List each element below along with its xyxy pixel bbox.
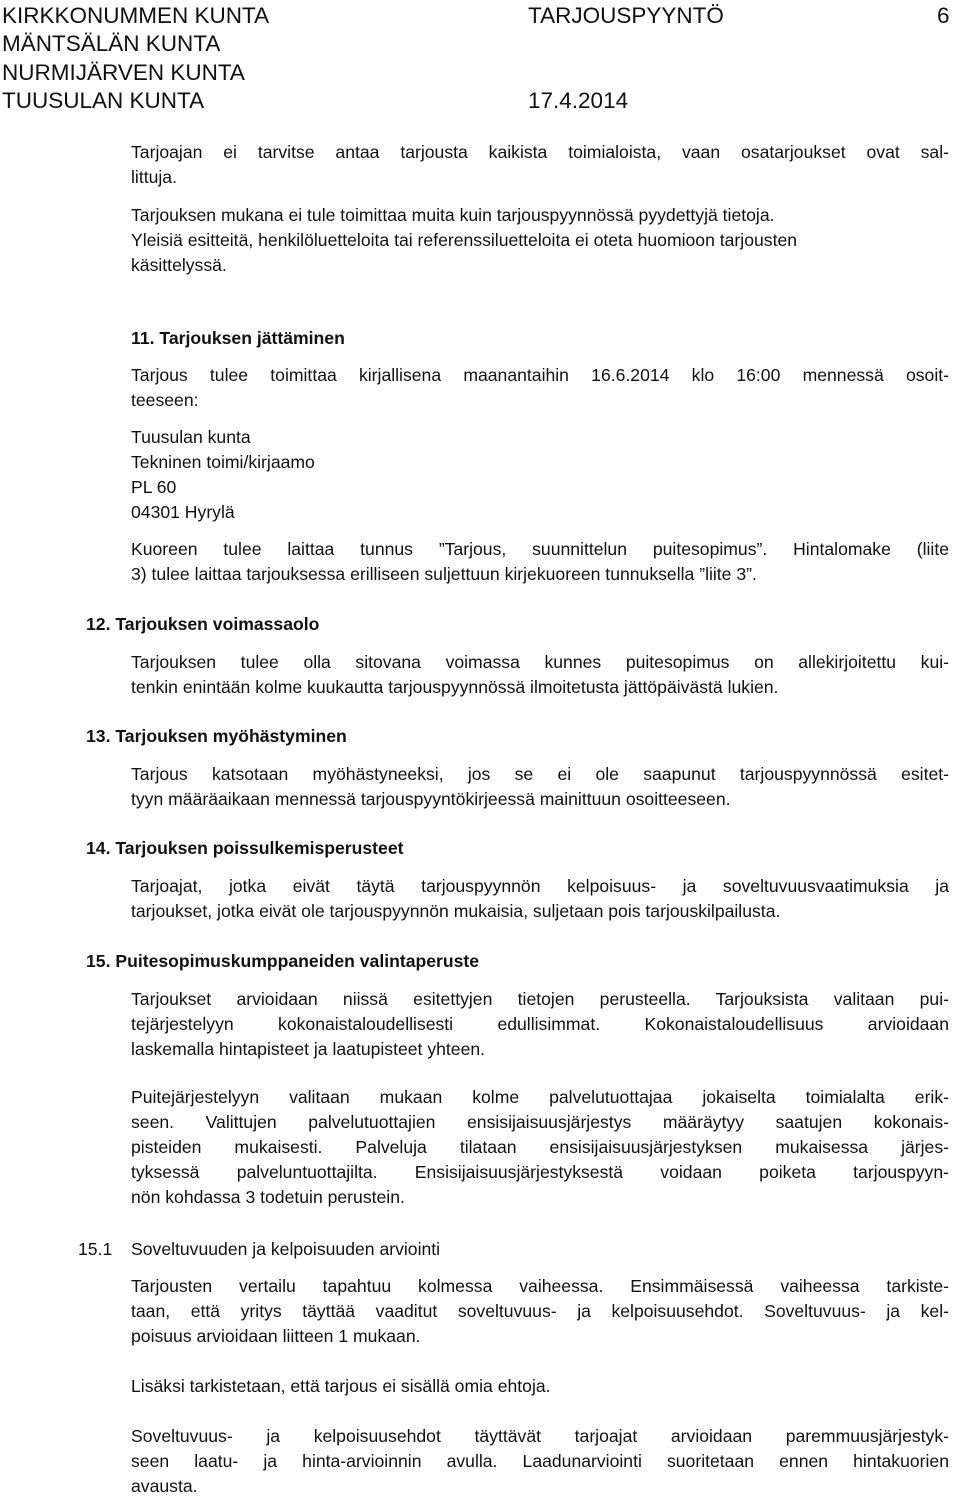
text-line: Yleisiä esitteitä, henkilöluetteloita tai referenssiluetteloita ei oteta huomioon tarjousten	[131, 230, 798, 250]
address-line: Tuusulan kunta	[131, 427, 251, 447]
intro-paragraph-1	[131, 140, 949, 190]
section-heading-12	[86, 612, 319, 637]
section-heading-13	[86, 724, 347, 749]
section-title: Tarjouksen voimassaolo	[115, 614, 320, 634]
text-line: Kuoreen tulee laittaa tunnus ”Tarjous, suunnittelun puitesopimus”. Hintalomake (liite	[131, 539, 949, 559]
text-line: Puitejärjestelyyn valitaan mukaan kolme palvelutuottajaa jokaiselta toimialalta erik-	[131, 1087, 949, 1107]
header-row-2	[0, 30, 960, 58]
text-line: Tarjouksen mukana ei tule toimittaa muita kuin tarjouspyynnössä pyydettyjä tietoja.	[131, 205, 775, 225]
address-line: PL 60	[131, 477, 177, 497]
subsection-number: 15.1	[78, 1239, 113, 1259]
municipality-name: NURMIJÄRVEN KUNTA	[2, 59, 245, 85]
text-line: Tarjous katsotaan myöhästyneeksi, jos se ei ole saapunut tarjouspyynnössä esitet-	[131, 764, 949, 784]
section-15-1-paragraph-3	[131, 1424, 949, 1499]
text-line: pisteiden mukaisesti. Palveluja tilataan ensisijaisuusjärjestyksen mukaisessa järjes-	[131, 1137, 949, 1157]
text-line: seen laatu- ja hinta-arvioinnin avulla. Laadunarviointi suoritetaan ennen hintakuorien	[131, 1451, 949, 1471]
text-line: teeseen:	[131, 390, 199, 410]
delivery-address	[131, 425, 315, 525]
subsection-title: Soveltuvuuden ja kelpoisuuden arviointi	[131, 1239, 441, 1259]
text-line: Tarjoajan ei tarvitse antaa tarjousta kaikista toimialoista, vaan osatarjoukset ovat sal-	[131, 142, 949, 162]
text-line: Soveltuvuus- ja kelpoisuusehdot täyttävät tarjoajat arvioidaan paremmuusjärjestyk-	[131, 1426, 949, 1446]
text-line: tyksessä palveluntuottajilta. Ensisijaisuusjärjestyksestä voidaan poiketa tarjouspyyn-	[131, 1162, 949, 1182]
section-15-1-paragraph-2	[131, 1374, 949, 1399]
section-title: Tarjouksen poissulkemisperusteet	[115, 838, 404, 858]
header-row-3	[0, 59, 960, 87]
text-line: Tarjoukset arvioidaan niissä esitettyjen tietojen perusteella. Tarjouksista valitaan pui-	[131, 989, 949, 1009]
section-15-1-paragraph-1	[131, 1274, 949, 1349]
text-line: Tarjousten vertailu tapahtuu kolmessa vaiheessa. Ensimmäisessä vaiheessa tarkiste-	[131, 1276, 949, 1296]
section-15-paragraph-1	[131, 987, 949, 1062]
section-title: Puitesopimuskumppaneiden valintaperuste	[115, 951, 480, 971]
municipality-name: KIRKKONUMMEN KUNTA	[2, 3, 270, 28]
section-heading-14	[86, 836, 403, 861]
text-line: poisuus arvioidaan liitteen 1 mukaan.	[131, 1326, 421, 1346]
text-line: Tarjous tulee toimittaa kirjallisena maanantaihin 16.6.2014 klo 16:00 mennessä osoit-	[131, 365, 949, 385]
page-number: 6	[937, 3, 950, 28]
section-heading-11	[131, 326, 345, 351]
text-line: Lisäksi tarkistetaan, että tarjous ei sisällä omia ehtoja.	[131, 1376, 551, 1396]
section-number: 14.	[86, 838, 111, 858]
section-13-paragraph-1	[131, 762, 949, 812]
section-title: Tarjouksen myöhästyminen	[115, 726, 347, 746]
text-line: littuja.	[131, 167, 177, 187]
section-15-paragraph-2	[131, 1085, 949, 1210]
text-line: seen. Valittujen palvelutuottajien ensisijaisuusjärjestys määräytyy saatujen kokonais-	[131, 1112, 949, 1132]
page-header	[0, 2, 960, 115]
text-line: taan, että yritys täyttää vaaditut soveltuvuus- ja kelpoisuusehdot. Soveltuvuus- ja kel-	[131, 1301, 949, 1321]
text-line: Tarjoajat, jotka eivät täytä tarjouspyynnön kelpoisuus- ja soveltuvuusvaatimuksia ja	[131, 876, 949, 896]
intro-paragraph-2	[131, 203, 949, 278]
text-line: käsittelyssä.	[131, 255, 227, 275]
section-12-paragraph-1	[131, 650, 949, 700]
text-line: tyyn määräaikaan mennessä tarjouspyyntökirjeessä mainittuun osoitteeseen.	[131, 789, 731, 809]
section-heading-15	[86, 949, 479, 974]
section-number: 11.	[131, 328, 155, 348]
section-number: 15.	[86, 951, 111, 971]
section-title: Tarjouksen jättäminen	[159, 328, 345, 348]
header-row-4	[0, 87, 960, 115]
text-line: nön kohdassa 3 todetuin perustein.	[131, 1187, 405, 1207]
text-line: tenkin enintään kolme kuukautta tarjouspyynnössä ilmoitetusta jättöpäivästä lukien.	[131, 677, 779, 697]
text-line: avausta.	[131, 1476, 198, 1496]
header-row-1	[0, 2, 960, 30]
document-date: 17.4.2014	[528, 87, 629, 113]
text-line: Tarjouksen tulee olla sitovana voimassa kunnes puitesopimus on allekirjoitettu kui-	[131, 652, 949, 672]
municipality-name: TUUSULAN KUNTA	[2, 87, 205, 113]
text-line: 3) tulee laittaa tarjouksessa erilliseen suljettuun kirjekuoreen tunnuksella ”liite 3”.	[131, 564, 757, 584]
text-line: tejärjestelyyn kokonaistaloudellisesti edullisimmat. Kokonaistaloudellisuus arvioidaan	[131, 1014, 949, 1034]
address-line: Tekninen toimi/kirjaamo	[131, 452, 315, 472]
document-type: TARJOUSPYYNTÖ	[528, 3, 724, 28]
section-11-paragraph-1	[131, 363, 949, 413]
section-number: 12.	[86, 614, 111, 634]
section-14-paragraph-1	[131, 874, 949, 924]
section-number: 13.	[86, 726, 111, 746]
text-line: tarjoukset, jotka eivät ole tarjouspyynnön mukaisia, suljetaan pois tarjouskilpailusta.	[131, 901, 781, 921]
address-line: 04301 Hyrylä	[131, 502, 235, 522]
text-line: laskemalla hintapisteet ja laatupisteet yhteen.	[131, 1039, 486, 1059]
section-11-paragraph-2	[131, 537, 949, 587]
municipality-name: MÄNTSÄLÄN KUNTA	[2, 31, 221, 57]
